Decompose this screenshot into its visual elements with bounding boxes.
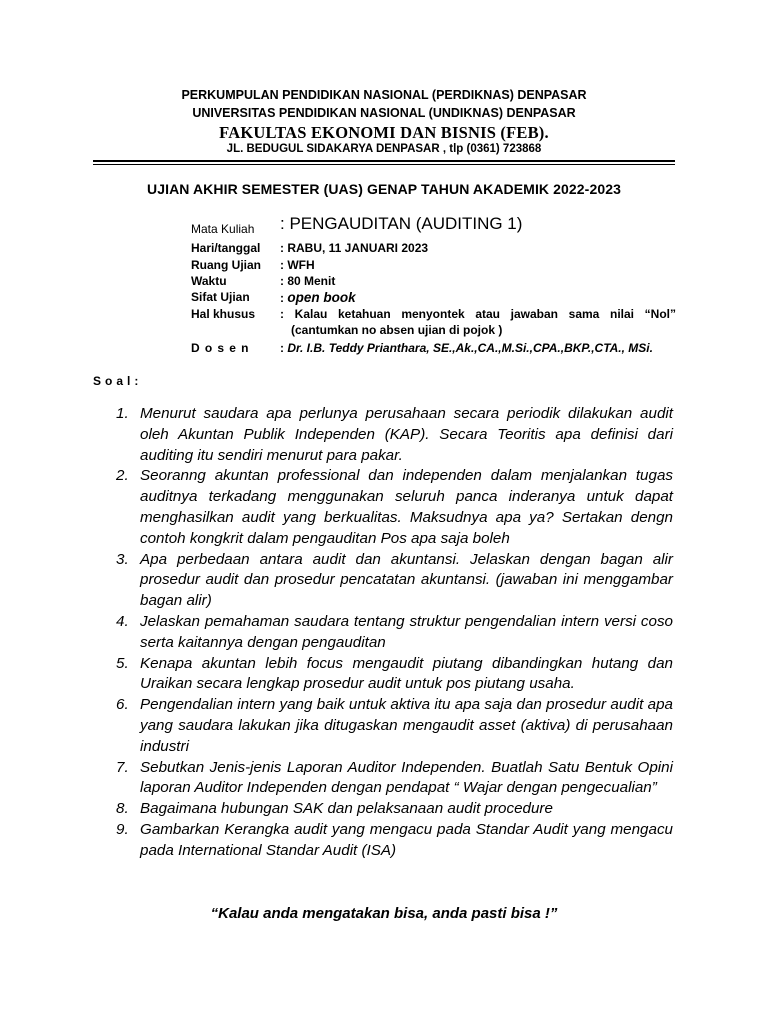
meta-special-value2: (cantumkan no absen ujian di pojok ) <box>291 323 503 337</box>
question-number: 7. <box>116 758 129 776</box>
question-number: 5. <box>116 654 129 672</box>
soal-heading: Soal: <box>93 374 143 388</box>
question-item <box>112 466 673 549</box>
question-text: Pengendalian intern yang baik untuk aktiva itu apa saja dan prosedur audit apa yang saudara lakukan jika ditugaskan mengaudit asset (aktiva) di perusahaan industri <box>140 696 673 755</box>
closing-quote: “Kalau anda mengatakan bisa, anda pasti bisa !” <box>210 905 558 922</box>
question-item <box>112 758 673 800</box>
header-divider-thick <box>93 160 675 162</box>
meta-special-label: Hal khusus <box>191 307 256 321</box>
question-item <box>112 612 673 654</box>
header-university: UNIVERSITAS PENDIDIKAN NASIONAL (UNDIKNAS) DENPASAR <box>192 106 576 120</box>
meta-date-label: Hari/tanggal <box>191 241 261 255</box>
meta-time-label: Waktu <box>191 274 227 288</box>
meta-room-value: : WFH <box>280 258 315 272</box>
meta-nature-value: open book <box>287 290 356 305</box>
meta-date-value: : RABU, 11 JANUARI 2023 <box>280 241 429 255</box>
question-number: 9. <box>116 820 129 838</box>
meta-lecturer-value: Dr. I.B. Teddy Prianthara, SE.,Ak.,CA.,M.Si.,CPA.,BKP.,CTA., MSi. <box>287 341 653 355</box>
question-text: Sebutkan Jenis-jenis Laporan Auditor Independen. Buatlah Satu Bentuk Opini laporan Auditor Independen dengan pendapat “ Wajar dengan pengecualian” <box>140 758 673 797</box>
meta-special-value: : Kalau ketahuan menyontek atau jawaban sama nilai “Nol” <box>280 307 676 321</box>
question-text: Menurut saudara apa perlunya perusahaan secara periodik dilakukan audit oleh Akuntan Publik Independen (KAP). Secara Teoritis apa definisi dari auditing itu sendiri menurut para pakar. <box>140 405 673 464</box>
question-item <box>112 550 673 612</box>
question-item <box>112 404 673 466</box>
header-faculty: FAKULTAS EKONOMI DAN BISNIS (FEB). <box>219 123 549 142</box>
question-number: 1. <box>116 405 129 422</box>
question-number: 2. <box>116 467 129 485</box>
meta-course-value: : PENGAUDITAN (AUDITING 1) <box>280 214 523 233</box>
question-item <box>112 820 673 862</box>
question-number: 8. <box>116 800 129 818</box>
question-text: Gambarkan Kerangka audit yang mengacu pada Standar Audit yang mengacu pada International Standar Audit (ISA) <box>140 820 673 859</box>
question-number: 3. <box>116 550 129 568</box>
meta-nature-label: Sifat Ujian <box>191 290 250 304</box>
meta-lecturer-value-wrap <box>280 341 676 355</box>
header-organization: PERKUMPULAN PENDIDIKAN NASIONAL (PERDIKNAS) DENPASAR <box>181 88 587 102</box>
meta-nature-value-wrap <box>280 290 676 305</box>
meta-time-value: : 80 Menit <box>280 274 336 288</box>
question-text: Jelaskan pemahaman saudara tentang struktur pengendalian intern versi coso serta kaitannya dengan pengauditan <box>140 612 673 651</box>
meta-course-label: Mata Kuliah <box>191 222 255 236</box>
question-list <box>112 404 673 862</box>
meta-room-label: Ruang Ujian <box>191 258 262 272</box>
header-divider-thin <box>93 164 675 165</box>
question-text: Apa perbedaan antara audit dan akuntansi. Jelaskan dengan bagan alir prosedur audit dan prosedur pencatatan akuntansi. (jawaban ini menggambar bagan alir) <box>140 550 673 610</box>
question-item <box>112 654 673 696</box>
header-address: JL. BEDUGUL SIDAKARYA DENPASAR , tlp (0361) 723868 <box>226 143 542 155</box>
question-text: Seoranng akuntan professional dan independen dalam menjalankan tugas auditnya terkadang menggunakan seluruh panca inderanya untuk dapat menghasilkan audit yang berkualitas. Maksudnya apa ya? Sertakan dengn contoh kongkrit dalam pengauditan Pos apa saja boleh <box>140 467 673 547</box>
question-number: 4. <box>116 612 129 630</box>
exam-title: UJIAN AKHIR SEMESTER (UAS) GENAP TAHUN AKADEMIK 2022-2023 <box>146 181 621 197</box>
question-item <box>112 799 673 820</box>
question-item <box>112 695 673 757</box>
question-text: Bagaimana hubungan SAK dan pelaksanaan audit procedure <box>140 800 553 818</box>
meta-lecturer-colon: : <box>280 341 288 355</box>
question-number: 6. <box>116 696 129 714</box>
meta-nature-colon: : <box>280 291 288 305</box>
question-text: Kenapa akuntan lebih focus mengaudit piutang dibandingkan hutang dan Uraikan secara lengkap prosedur audit untuk pos piutang usaha. <box>140 654 673 693</box>
meta-lecturer-label: Dosen <box>191 341 254 355</box>
